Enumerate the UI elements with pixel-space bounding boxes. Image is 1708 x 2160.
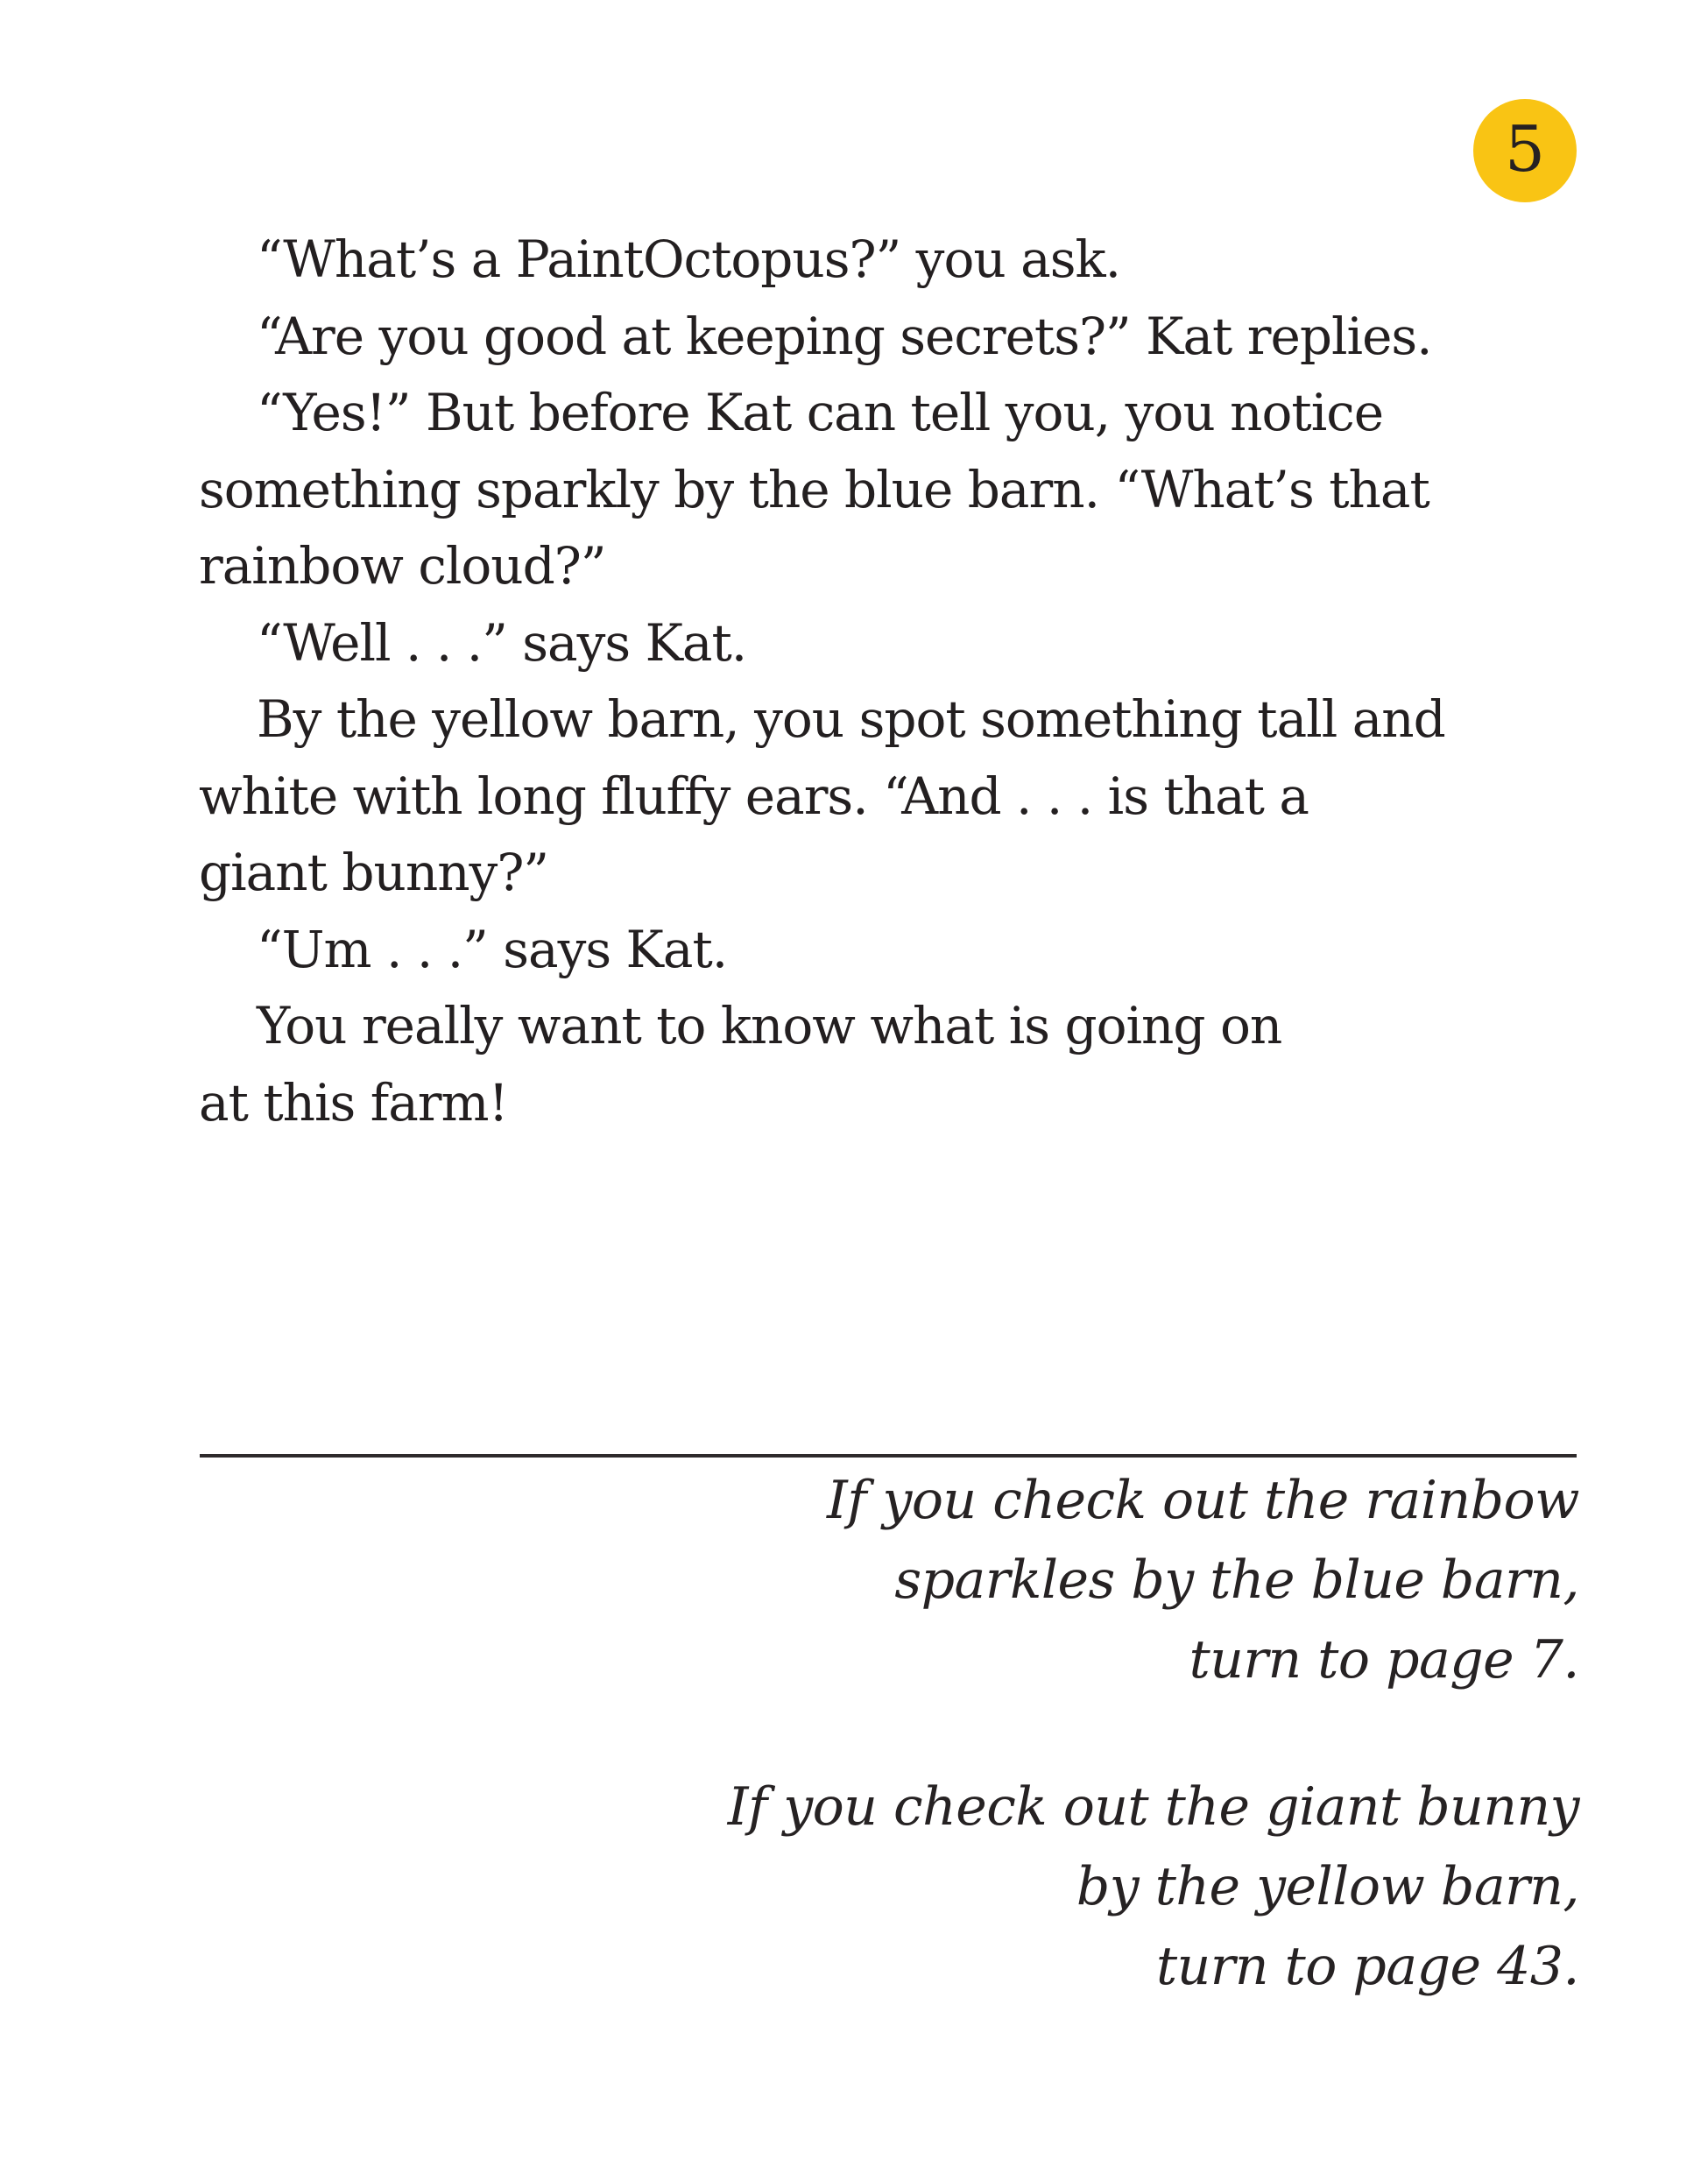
story-line: giant bunny?” — [199, 843, 549, 902]
story-line: “Yes!” But before Kat can tell you, you notice — [257, 383, 1384, 442]
choice-line: If you check out the giant bunny — [727, 1776, 1579, 1838]
page-number: 5 — [1505, 112, 1545, 186]
story-line: By the yellow barn, you spot something tall and — [257, 689, 1445, 749]
choice-line: If you check out the rainbow — [827, 1470, 1579, 1531]
story-line: “Well . . .” says Kat. — [257, 612, 747, 673]
story-line: rainbow cloud?” — [199, 536, 606, 596]
choice-line: turn to page 7. — [1189, 1629, 1579, 1691]
choice-rainbow-sparkles — [827, 1461, 1579, 1700]
story-line: something sparkly by the blue barn. “What’s that — [199, 459, 1429, 519]
story-line: at this farm! — [199, 1072, 508, 1133]
choice-line: by the yellow barn, — [1076, 1856, 1579, 1917]
story-line: white with long fluffy ears. “And . . . is that a — [199, 766, 1309, 826]
story-line: “Um . . .” says Kat. — [257, 919, 728, 979]
story-line: “What’s a PaintOctopus?” you ask. — [257, 229, 1121, 289]
section-divider — [200, 1454, 1577, 1458]
choice-giant-bunny — [728, 1768, 1579, 2007]
story-line: “Are you good at keeping secrets?” Kat replies. — [257, 306, 1432, 366]
choice-line: sparkles by the blue barn, — [894, 1549, 1579, 1611]
choice-line: turn to page 43. — [1155, 1936, 1579, 1997]
story-text — [199, 222, 1600, 1141]
page-number-badge — [1473, 99, 1577, 202]
story-line: You really want to know what is going on — [257, 996, 1282, 1055]
